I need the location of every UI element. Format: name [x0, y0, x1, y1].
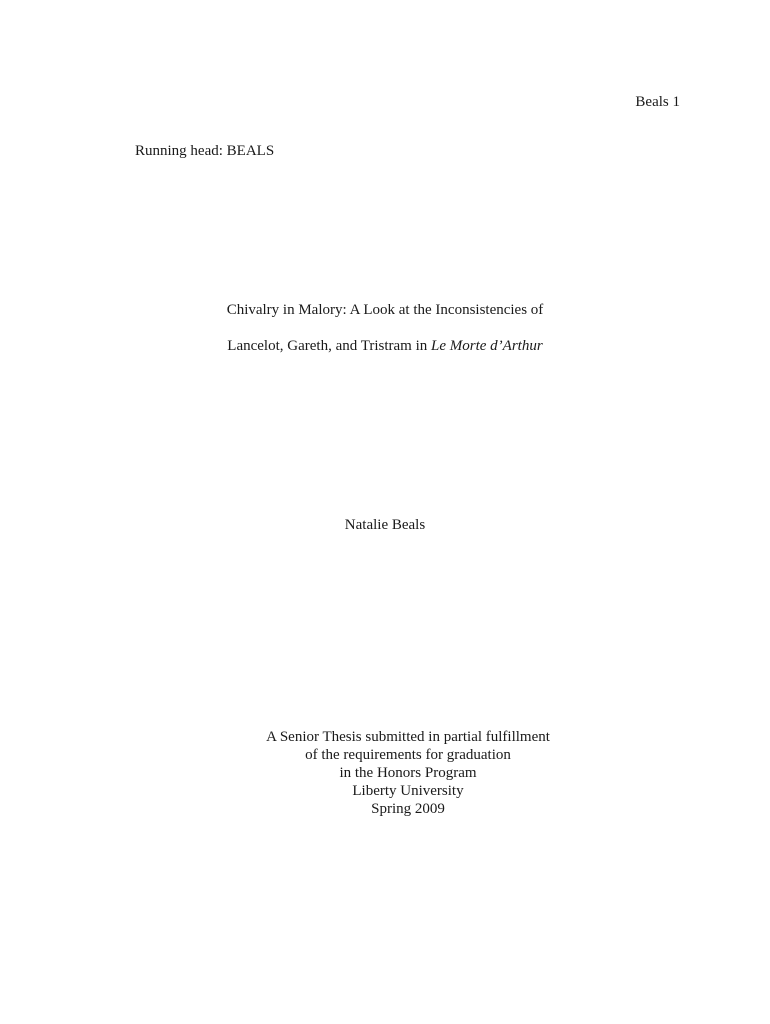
thesis-title — [0, 300, 770, 356]
author-name: Natalie Beals — [344, 517, 426, 533]
title-line-1: Chivalry in Malory: A Look at the Inconsistencies of — [226, 302, 544, 318]
submission-line: Liberty University — [352, 783, 464, 799]
submission-line: in the Honors Program — [339, 765, 477, 781]
submission-line: Spring 2009 — [371, 801, 445, 817]
title-line-2 — [0, 336, 770, 356]
submission-line: A Senior Thesis submitted in partial fulfillment — [266, 729, 550, 745]
running-head: Running head: BEALS — [135, 143, 275, 159]
submission-statement — [0, 728, 770, 818]
submission-line: of the requirements for graduation — [305, 747, 511, 763]
title-line-2-text: Lancelot, Gareth, and Tristram in — [227, 338, 432, 354]
title-work-name: Le Morte d’Arthur — [431, 338, 543, 354]
header-page-number: Beals 1 — [635, 94, 680, 110]
